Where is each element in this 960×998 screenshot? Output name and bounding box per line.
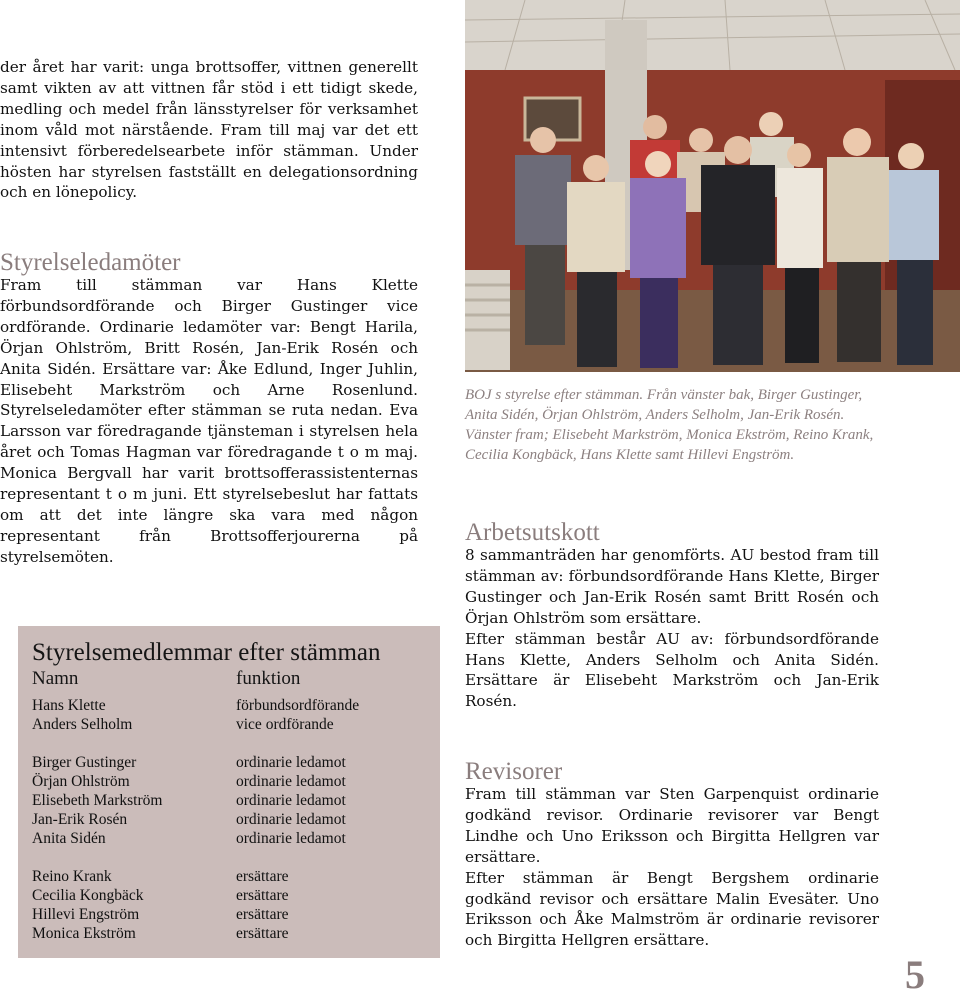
arbetsutskott-text-1: 8 sammanträden har genomförts. AU bestod fram till stämman av: förbundsordförande Hans Klette, Birger Gustinger och Jan-Erik Rosén samt Britt Rosén och Örjan Ohlström som ersättare. (465, 546, 879, 627)
arbetsutskott-text-2: Efter stämman består AU av: förbundsordförande Hans Klette, Anders Selholm och Anita Sidén. Ersättare är Elisebeht Markström och Jan-Erik Rosén. (465, 629, 879, 711)
intro-text: der året har varit: unga brottsoffer, vittnen generellt samt vikten av att vittnen får stöd i ett tidigt skede, medling och medel från länsstyrelser för verksamhet inom våld mot närstående. Fram till maj var det ett intensivt förberedelsearbete inför stämman. Under hösten har styrelsen fastställt en delegationsordning och en lönepolicy. (0, 58, 418, 202)
member-role: ersättare (236, 906, 289, 923)
member-role: ordinarie ledamot (236, 830, 346, 847)
member-name: Anders Selholm (32, 716, 133, 733)
member-name: Hans Klette (32, 697, 106, 714)
photo-caption: BOJ s styrelse efter stämman. Från vänster bak, Birger Gustinger, Anita Sidén, Örjan Ohlström, Anders Selholm, Jan-Erik Rosén. Vänster fram; Elisebeht Markström, Monica Ekström, Reino Krank, Cecilia Kongbäck, Hans Klette samt Hillevi Engström. (465, 387, 874, 463)
arbetsutskott-paragraphs (465, 545, 879, 712)
member-role: ordinarie ledamot (236, 773, 346, 790)
group-photo-illustration (465, 0, 960, 372)
member-name: Birger Gustinger (32, 754, 137, 771)
arbetsutskott-heading: Arbetsutskott (465, 519, 600, 546)
board-group-photo (465, 0, 960, 372)
member-role: ersättare (236, 925, 289, 942)
page-number: 5 (905, 952, 925, 997)
member-name: Monica Ekström (32, 925, 136, 942)
board-members-box (18, 626, 440, 958)
revisorer-text-2: Efter stämman är Bengt Bergshem ordinarie godkänd revisor och ersättare Malin Evesäter. Uno Eriksson och Åke Malmström är ordinarie revisorer och Birgitta Hellgren ersättare. (465, 868, 879, 950)
column-header-role: funktion (236, 668, 301, 689)
revisorer-paragraphs (465, 784, 879, 951)
member-name: Cecilia Kongbäck (32, 887, 144, 904)
member-role: ordinarie ledamot (236, 754, 346, 771)
member-role: vice ordförande (236, 716, 334, 733)
member-name: Anita Sidén (32, 830, 106, 847)
revisorer-heading: Revisorer (465, 758, 563, 785)
styrelse-heading: Styrelseledamöter (0, 249, 181, 276)
member-name: Jan-Erik Rosén (32, 811, 128, 828)
member-name: Örjan Ohlström (32, 773, 130, 790)
member-name: Reino Krank (32, 868, 112, 885)
intro-paragraph (0, 57, 418, 203)
revisorer-text-1: Fram till stämman var Sten Garpenquist ordinarie godkänd revisor. Ordinarie revisorer var Bengt Lindhe och Uno Eriksson och Birgitta Hellgren var ersättare. (465, 785, 879, 866)
member-role: ersättare (236, 887, 289, 904)
member-role: ordinarie ledamot (236, 811, 346, 828)
styrelse-text: Fram till stämman var Hans Klette förbundsordförande och Birger Gustinger vice ordförande. Ordinarie ledamöter var: Bengt Harila, Örjan Ohlström, Britt Rosén, Jan-Erik Rosén och Anita Sidén. Ersättare var: Åke Edlund, Inger Juhlin, Elisebeht Markström och Arne Rosenlund. Styrelseledamöter efter stämman se ruta nedan. Eva Larsson var föredragande tjänsteman i styrelsen hela året och Tomas Hagman var föredragande t o m maj. Monica Bergvall har varit brottsofferassistenternas representant t o m juni. Ett styrelsebeslut har fattats om att det inte längre ska vara med någon representant från Brottsofferjourerna på styrelsemöten. (0, 276, 418, 566)
column-header-name: Namn (32, 668, 79, 689)
member-role: ordinarie ledamot (236, 792, 346, 809)
member-role: ersättare (236, 868, 289, 885)
styrelse-paragraph (0, 275, 418, 568)
member-role: förbundsordförande (236, 697, 360, 714)
member-name: Hillevi Engström (32, 906, 140, 923)
board-box-title: Styrelsemedlemmar efter stämman (32, 639, 381, 666)
member-name: Elisebeth Markström (32, 792, 163, 809)
